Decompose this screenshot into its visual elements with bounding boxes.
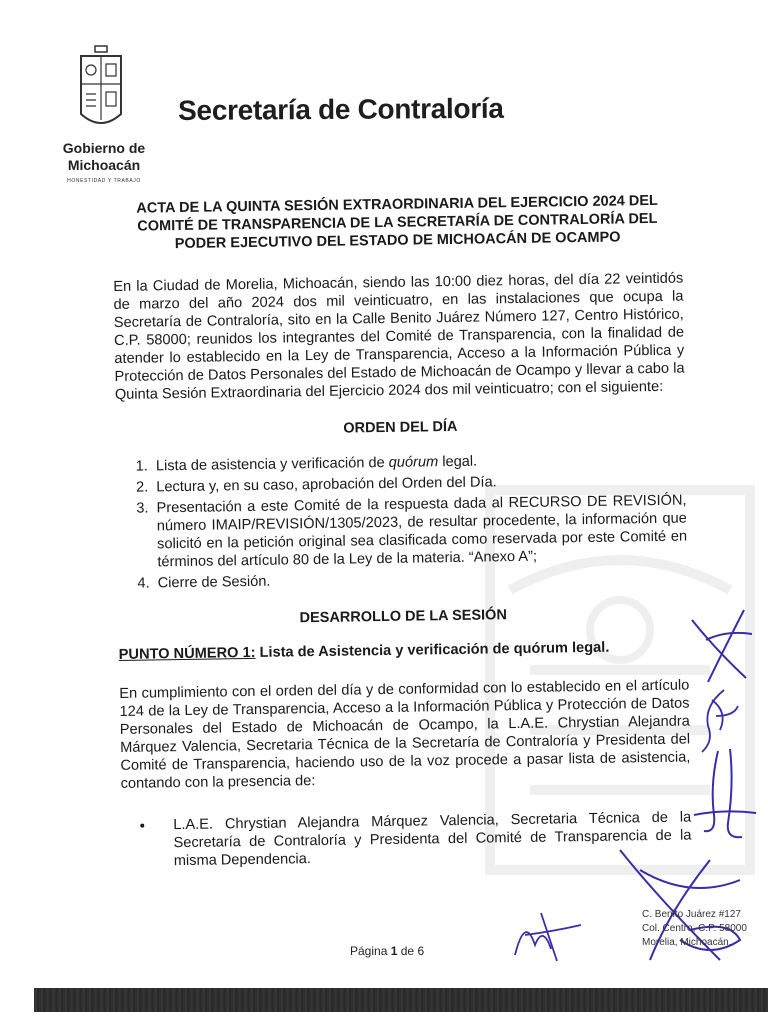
department-title: Secretaría de Contraloría (178, 92, 504, 126)
footer-band (34, 988, 768, 1012)
address-line: C. Benito Juárez #127 (642, 909, 741, 920)
page-total: 6 (417, 944, 425, 958)
government-motto: HONESTIDAD Y TRABAJO (67, 178, 141, 184)
signature-mark (686, 600, 756, 690)
act-title-line: ACTA DE LA QUINTA SESIÓN EXTRAORDINARIA DEL EJERCICIO 2024 DEL (136, 192, 658, 217)
development-heading: DESARROLLO DE LA SESIÓN (299, 607, 507, 627)
page-number (350, 944, 424, 958)
address-line: Morelia, Michoacán. (642, 937, 732, 948)
point-1-title: Lista de Asistencia y verificación de quórum legal. (255, 639, 610, 661)
point-1-paragraph: En cumplimiento con el orden del día y de conformidad con lo establecido en el artículo 124 de la Ley de Transparencia, Acceso a la Información Pública y Protección de Datos Personales del Estado de Michoacán de Ocampo, la L.A.E. Chrystian Alejandra Márquez Valencia, Secretaria Técnica de la Secretaría de Contraloría y Presidenta del Comité de Transparencia, haciendo uso de la voz procede a pasar lista de asistencia, contando con la presencia de: (119, 677, 691, 792)
coat-of-arms-logo (78, 44, 124, 134)
point-1-label: PUNTO NÚMERO 1: (118, 644, 256, 663)
agenda-item-1-end: legal. (438, 453, 478, 471)
agenda-item: 3. Presentación a este Comité de la respuesta dada al RECURSO DE REVISIÓN, número IMAIP/REVISIÓN/1305/2023, de resultar procedente, la información que solicitó en la petición original sea clasificada como reservada por este Comité en términos del artículo 80 de la Ley de la materia. “Anexo A”; (152, 492, 687, 572)
act-title-line: PODER EJECUTIVO DEL ESTADO DE MICHOACÁN DE OCAMPO (174, 229, 621, 253)
address-line: Col. Centro, C.P. 58000 (642, 923, 747, 934)
attendee-item: • L.A.E. Chrystian Alejandra Márquez Valencia, Secretaria Técnica de la Secretaría de Contraloría y Presidenta del Comité de Transparencia de la misma Dependencia. (155, 808, 692, 870)
government-line-2: Michoacán (67, 157, 141, 173)
agenda-list (116, 450, 688, 593)
agenda-heading: ORDEN DEL DÍA (343, 418, 458, 437)
address-block (642, 908, 747, 950)
page-current: 1 (390, 944, 398, 958)
government-line-1: Gobierno de (62, 140, 146, 156)
signature-mark (505, 905, 585, 965)
agenda-item: 2. Lectura y, en su caso, aprobación del Orden del Día. (152, 471, 686, 497)
act-title (112, 192, 683, 254)
act-title-line: COMITÉ DE TRANSPARENCIA DE LA SECRETARÍA DE CONTRALORÍA DEL (137, 210, 658, 235)
agenda-item-1-text: Lista de asistencia y verificación de (155, 454, 389, 475)
signature-mark (690, 745, 760, 845)
intro-paragraph: En la Ciudad de Morelia, Michoacán, siendo las 10:00 diez horas, del día 22 veintidós de marzo del año 2024 dos mil veinticuatro, en las instalaciones que ocupa la Secretaría de Contraloría, sito en la Calle Benito Juárez Número 127, Centro Histórico, C.P. 58000; reunidos los integrantes del Comité de Transparencia, con la finalidad de atender lo establecido en la Ley de Transparencia, Acceso a la Información Pública y Protección de Datos Personales del Estado de Michoacán de Ocampo y llevar a cabo la Quinta Sesión Extraordinaria del Ejercicio 2024 dos mil veinticuatro; con el siguiente: (113, 270, 685, 403)
agenda-item: 4. Cierre de Sesión. (154, 567, 688, 593)
document-body (112, 192, 692, 871)
government-name (48, 140, 160, 174)
point-1-heading (119, 638, 689, 662)
page-label: Página (350, 944, 388, 958)
signature-mark (590, 840, 750, 970)
page-of: de (400, 944, 415, 958)
quorum-italic: quórum (388, 454, 439, 471)
